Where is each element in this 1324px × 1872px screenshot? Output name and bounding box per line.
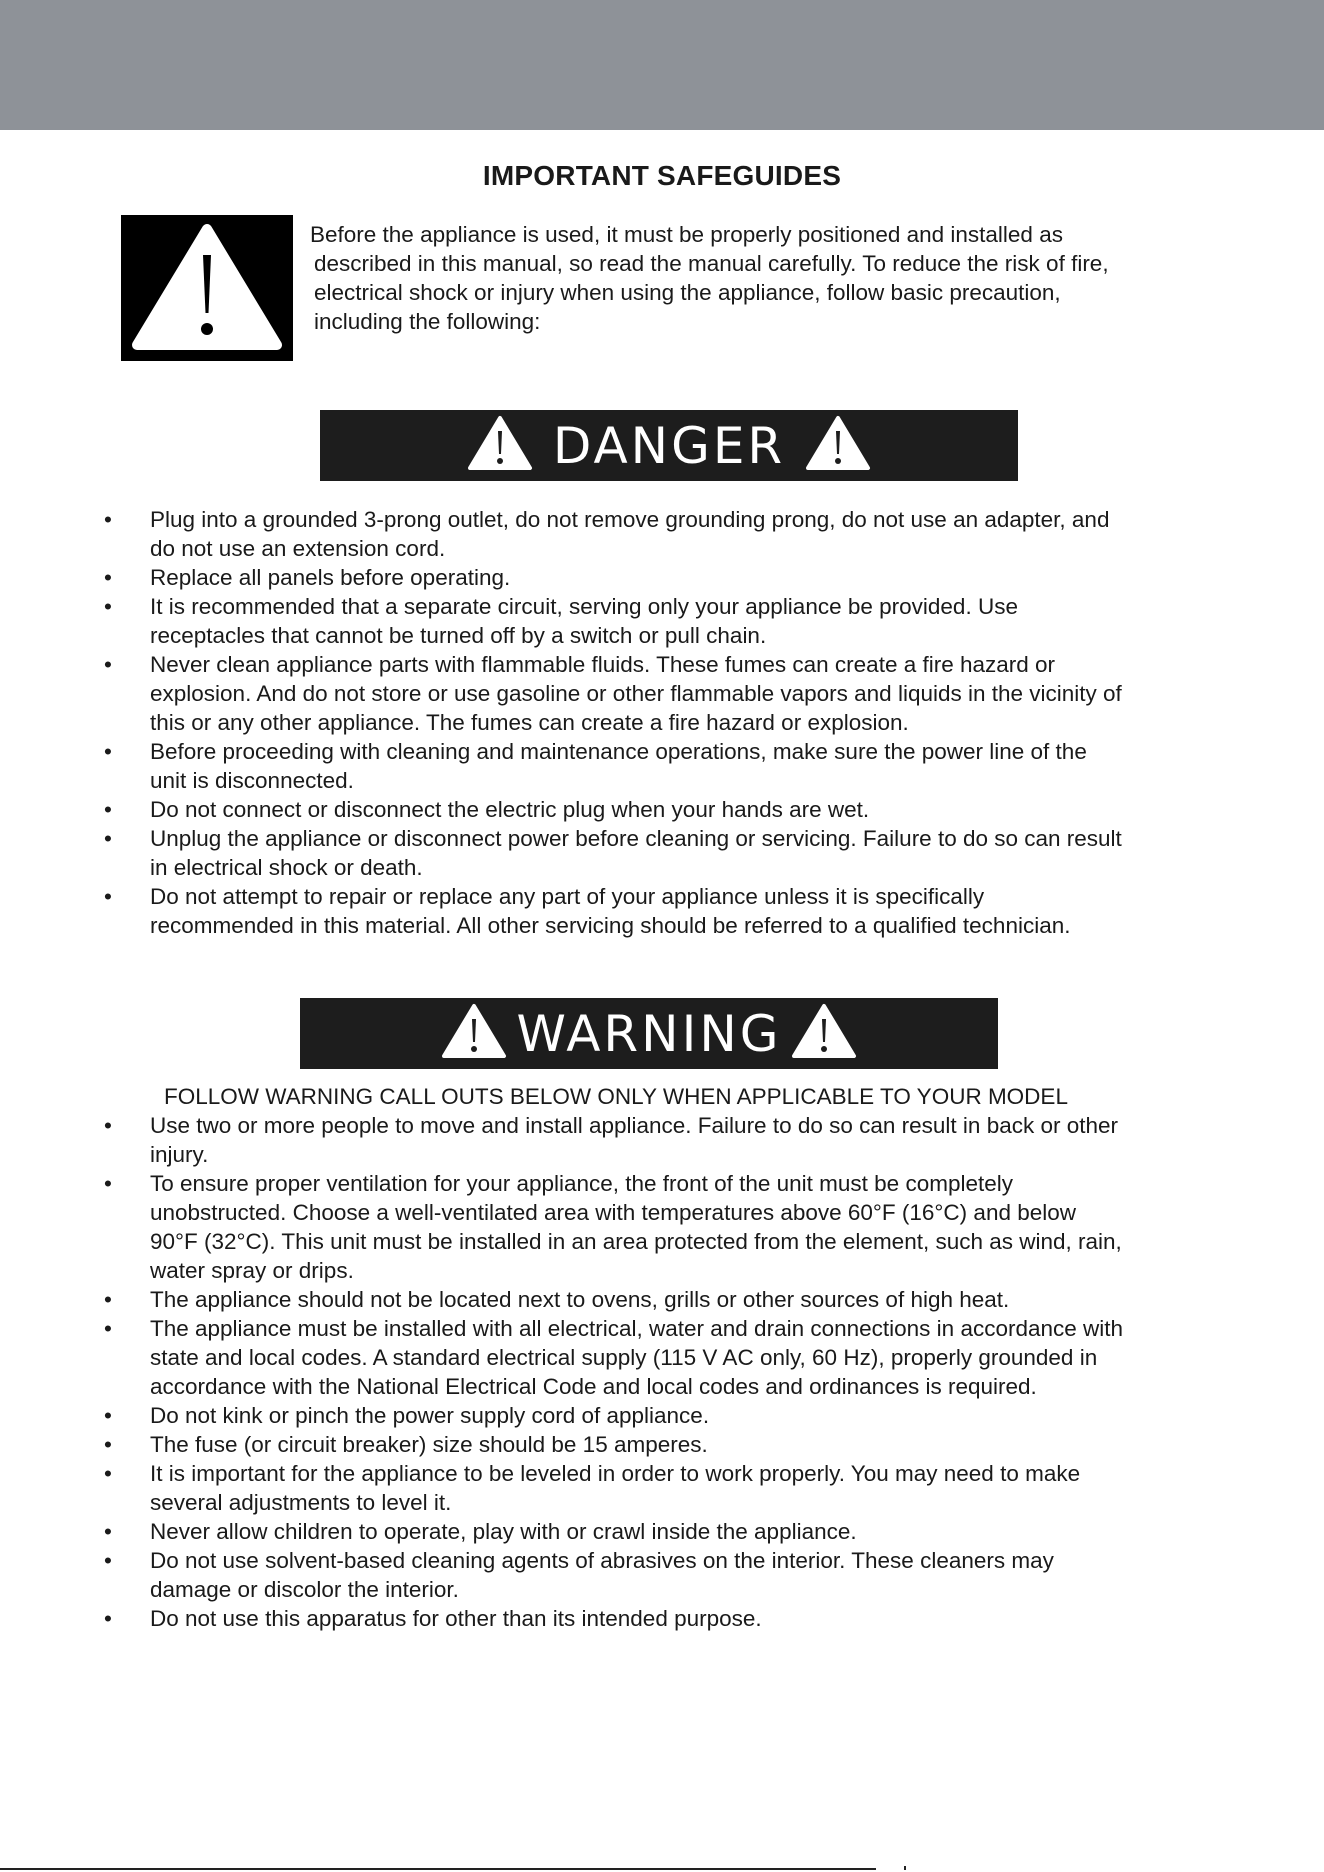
danger-bullet: • bbox=[104, 594, 112, 619]
danger-bullet: • bbox=[104, 826, 112, 851]
warning-triangle-icon bbox=[441, 1003, 507, 1064]
danger-bullet: • bbox=[104, 739, 112, 764]
intro-line: described in this manual, so read the manual carefully. To reduce the risk of fire, bbox=[314, 251, 1109, 276]
warning-item-line: several adjustments to level it. bbox=[150, 1490, 452, 1515]
danger-item-line: do not use an extension cord. bbox=[150, 536, 446, 561]
warning-bullet: • bbox=[104, 1316, 112, 1341]
warning-item-line: The fuse (or circuit breaker) size should be 15 amperes. bbox=[150, 1432, 708, 1457]
warning-bullet: • bbox=[104, 1548, 112, 1573]
danger-bullet: • bbox=[104, 652, 112, 677]
danger-item bbox=[150, 824, 1260, 882]
danger-item bbox=[150, 563, 1260, 592]
danger-bullet: • bbox=[104, 884, 112, 909]
danger-item bbox=[150, 592, 1260, 650]
warning-item bbox=[150, 1459, 1260, 1517]
warning-label: WARNING bbox=[516, 1004, 782, 1063]
warning-item-line: Do not use this apparatus for other than its intended purpose. bbox=[150, 1606, 762, 1631]
warning-bullet: • bbox=[104, 1519, 112, 1544]
danger-item bbox=[150, 882, 1260, 940]
intro-line: Before the appliance is used, it must be properly positioned and installed as bbox=[310, 222, 1063, 247]
warning-item-line: 90°F (32°C). This unit must be installed in an area protected from the element, such as wind, rain, bbox=[150, 1229, 1122, 1254]
warning-bullet: • bbox=[104, 1461, 112, 1486]
warning-item-line: water spray or drips. bbox=[150, 1258, 354, 1283]
danger-item-line: receptacles that cannot be turned off by a switch or pull chain. bbox=[150, 623, 767, 648]
footer-tick bbox=[904, 1866, 906, 1870]
warning-item bbox=[150, 1285, 1260, 1314]
danger-item-line: in electrical shock or death. bbox=[150, 855, 423, 880]
warning-bullet: • bbox=[104, 1171, 112, 1196]
warning-item-line: The appliance must be installed with all electrical, water and drain connections in accordance with bbox=[150, 1316, 1124, 1341]
danger-item-line: Unplug the appliance or disconnect power before cleaning or servicing. Failure to do so can result bbox=[150, 826, 1122, 851]
warning-bullet: • bbox=[104, 1113, 112, 1138]
warning-item-line: injury. bbox=[150, 1142, 209, 1167]
warning-bullet: • bbox=[104, 1287, 112, 1312]
warning-item-line: Do not kink or pinch the power supply cord of appliance. bbox=[150, 1403, 710, 1428]
warning-item bbox=[150, 1169, 1260, 1285]
intro-line: electrical shock or injury when using the appliance, follow basic precaution, bbox=[314, 280, 1061, 305]
danger-item bbox=[150, 737, 1260, 795]
danger-item bbox=[150, 650, 1260, 737]
danger-triangle-icon bbox=[467, 415, 533, 476]
danger-triangle-icon-right bbox=[805, 415, 871, 476]
warning-item-line: The appliance should not be located next to ovens, grills or other sources of high heat. bbox=[150, 1287, 1010, 1312]
page-title: IMPORTANT SAFEGUIDES bbox=[482, 160, 842, 191]
danger-item-line: Before proceeding with cleaning and maintenance operations, make sure the power line of the bbox=[150, 739, 1087, 764]
intro-line: including the following: bbox=[314, 309, 541, 334]
warning-item-line: unobstructed. Choose a well-ventilated area with temperatures above 60°F (16°C) and below bbox=[150, 1200, 1077, 1225]
footer-rule bbox=[0, 1868, 876, 1870]
warning-item-line: state and local codes. A standard electrical supply (115 V AC only, 60 Hz), properly grounded in bbox=[150, 1345, 1098, 1370]
header-band bbox=[0, 0, 1324, 130]
warning-item-line: Never allow children to operate, play with or crawl inside the appliance. bbox=[150, 1519, 857, 1544]
warning-item-line: Do not use solvent-based cleaning agents of abrasives on the interior. These cleaners may bbox=[150, 1548, 1054, 1573]
warning-item-line: To ensure proper ventilation for your appliance, the front of the unit must be completely bbox=[150, 1171, 1013, 1196]
caution-icon bbox=[121, 215, 293, 361]
danger-label: DANGER bbox=[552, 416, 786, 475]
warning-item-line: accordance with the National Electrical Code and local codes and ordinances is required. bbox=[150, 1374, 1037, 1399]
warning-triangle-icon-right bbox=[791, 1003, 857, 1064]
danger-item-line: Do not connect or disconnect the electric plug when your hands are wet. bbox=[150, 797, 870, 822]
danger-item-line: Do not attempt to repair or replace any part of your appliance unless it is specifically bbox=[150, 884, 985, 909]
danger-item-line: Replace all panels before operating. bbox=[150, 565, 511, 590]
warning-item bbox=[150, 1314, 1260, 1401]
intro-paragraph bbox=[310, 220, 1270, 336]
warning-item bbox=[150, 1401, 1260, 1430]
danger-item bbox=[150, 795, 1260, 824]
danger-item-line: explosion. And do not store or use gasoline or other flammable vapors and liquids in the vicinity of bbox=[150, 681, 1122, 706]
warning-item bbox=[150, 1430, 1260, 1459]
warning-item bbox=[150, 1604, 1260, 1633]
danger-item-line: It is recommended that a separate circuit, serving only your appliance be provided. Use bbox=[150, 594, 1018, 619]
warning-item bbox=[150, 1111, 1260, 1169]
danger-item-line: recommended in this material. All other servicing should be referred to a qualified technician. bbox=[150, 913, 1071, 938]
danger-banner bbox=[320, 410, 1018, 481]
warning-bullet: • bbox=[104, 1403, 112, 1428]
danger-bullet: • bbox=[104, 797, 112, 822]
danger-item-line: unit is disconnected. bbox=[150, 768, 354, 793]
warning-note: FOLLOW WARNING CALL OUTS BELOW ONLY WHEN APPLICABLE TO YOUR MODEL bbox=[164, 1084, 1068, 1109]
danger-item-line: Plug into a grounded 3-prong outlet, do not remove grounding prong, do not use an adapter, and bbox=[150, 507, 1110, 532]
danger-bullet: • bbox=[104, 565, 112, 590]
danger-item-line: Never clean appliance parts with flammable fluids. These fumes can create a fire hazard or bbox=[150, 652, 1056, 677]
warning-banner bbox=[300, 998, 998, 1069]
danger-item bbox=[150, 505, 1260, 563]
warning-item bbox=[150, 1517, 1260, 1546]
danger-item-line: this or any other appliance. The fumes can create a fire hazard or explosion. bbox=[150, 710, 909, 735]
warning-item-line: damage or discolor the interior. bbox=[150, 1577, 459, 1602]
warning-item-line: It is important for the appliance to be leveled in order to work properly. You may need to make bbox=[150, 1461, 1081, 1486]
danger-bullet: • bbox=[104, 507, 112, 532]
warning-item bbox=[150, 1546, 1260, 1604]
warning-bullet: • bbox=[104, 1606, 112, 1631]
warning-item-line: Use two or more people to move and install appliance. Failure to do so can result in back or other bbox=[150, 1113, 1119, 1138]
warning-bullet: • bbox=[104, 1432, 112, 1457]
